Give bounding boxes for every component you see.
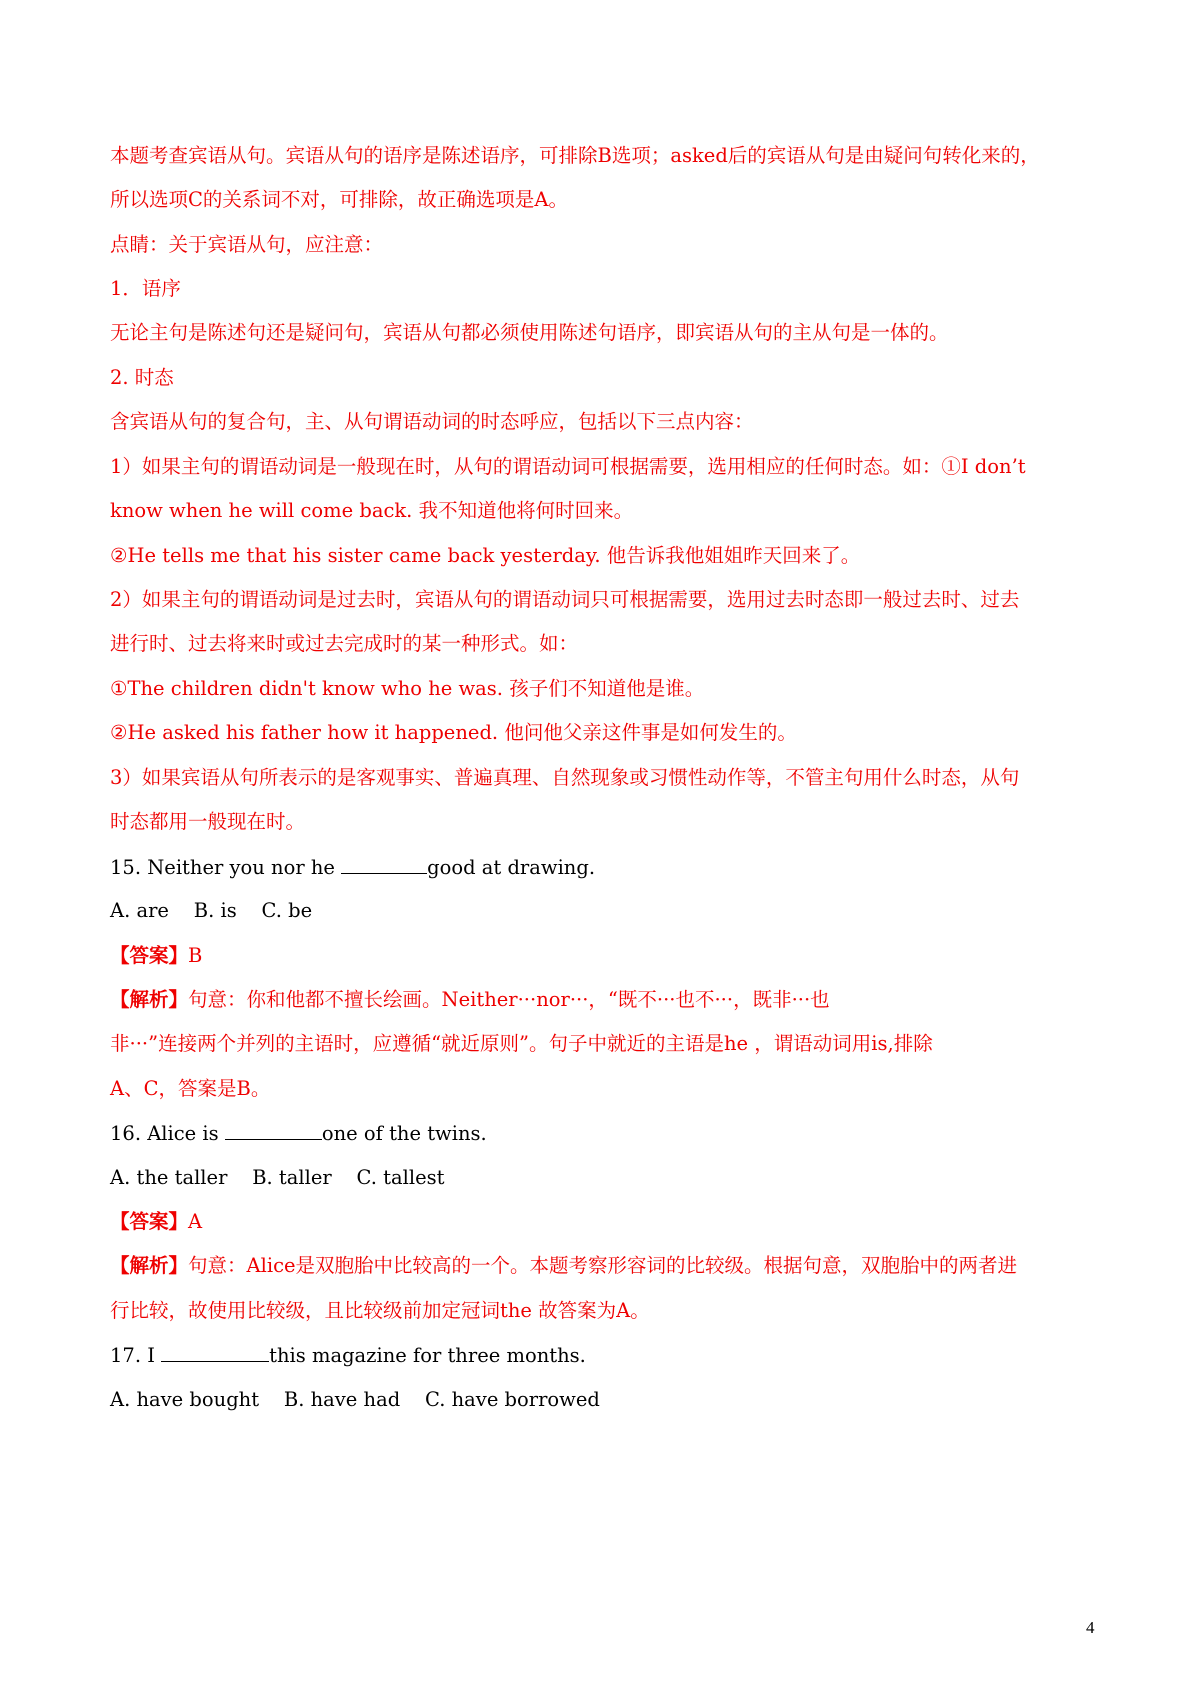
analysis-text: 句意：Alice是双胞胎中比较高的一个。本题考察形容词的比较级。根据句意，双胞胎中的两者进 xyxy=(188,1254,1018,1277)
stem-text: 17. I xyxy=(110,1344,162,1367)
analysis-label: 【解析】 xyxy=(110,1254,189,1277)
answer-blank xyxy=(225,1120,322,1140)
stem-text: 15. Neither you nor he xyxy=(110,856,342,879)
rule-line: 3）如果宾语从句所表示的是客观事实、普遍真理、自然现象或习惯性动作等，不管主句用什么时态，从句 xyxy=(110,766,1020,789)
point-title: 2. 时态 xyxy=(110,366,174,389)
question-17-options: A. have bought B. have had C. have borrowed xyxy=(110,1388,600,1411)
answer-blank xyxy=(341,854,427,874)
answer-value: B xyxy=(188,944,203,967)
analysis-label: 【解析】 xyxy=(110,988,189,1011)
question-15-answer xyxy=(110,943,1100,969)
rule-line: 1）如果主句的谓语动词是一般现在时，从句的谓语动词可根据需要，选用相应的任何时态。如：①I don’t xyxy=(110,455,1026,478)
analysis-line: 本题考查宾语从句。宾语从句的语序是陈述语序，可排除B选项；asked后的宾语从句是由疑问句转化来的， xyxy=(110,144,1040,167)
note-title: 点睛：关于宾语从句，应注意： xyxy=(110,233,384,256)
analysis-text: 句意：你和他都不擅长绘画。Neither···nor···，“既不···也不···，既非···也 xyxy=(188,988,830,1011)
question-16-options: A. the taller B. taller C. tallest xyxy=(110,1166,445,1189)
question-17-stem xyxy=(110,1342,1100,1369)
question-15-options: A. are B. is C. be xyxy=(110,899,313,922)
stem-text: 16. Alice is xyxy=(110,1122,225,1145)
rule-line: 进行时、过去将来时或过去完成时的某一种形式。如： xyxy=(110,632,579,655)
stem-text: one of the twins. xyxy=(321,1122,487,1145)
rule-line: ①The children didn't know who he was. 孩子们不知道他是谁。 xyxy=(110,677,705,700)
analysis-line: 非···”连接两个并列的主语时，应遵循“就近原则”。句子中就近的主语是he ，谓语动词用is,排除 xyxy=(110,1032,933,1055)
page-number: 4 xyxy=(1086,1618,1095,1637)
question-16-analysis xyxy=(110,1253,1100,1279)
rule-line: ②He asked his father how it happened. 他问他父亲这件事是如何发生的。 xyxy=(110,721,797,744)
analysis-line: 行比较，故使用比较级，且比较级前加定冠词the 故答案为A。 xyxy=(110,1299,650,1322)
stem-text: good at drawing. xyxy=(427,856,596,879)
rule-line: ②He tells me that his sister came back yesterday. 他告诉我他姐姐昨天回来了。 xyxy=(110,544,861,567)
rule-line: know when he will come back. 我不知道他将何时回来。 xyxy=(110,499,634,522)
question-15-stem xyxy=(110,854,1100,881)
point-title: 1．语序 xyxy=(110,277,181,300)
answer-value: A xyxy=(188,1210,203,1233)
question-16-stem xyxy=(110,1120,1100,1147)
answer-blank xyxy=(161,1342,269,1362)
point-text: 含宾语从句的复合句，主、从句谓语动词的时态呼应，包括以下三点内容： xyxy=(110,410,754,433)
analysis-line: A、C，答案是B。 xyxy=(110,1077,271,1100)
answer-label: 【答案】 xyxy=(110,944,189,967)
answer-label: 【答案】 xyxy=(110,1210,189,1233)
rule-line: 时态都用一般现在时。 xyxy=(110,810,306,833)
stem-text: this magazine for three months. xyxy=(269,1344,586,1367)
question-16-answer xyxy=(110,1209,1100,1235)
question-15-analysis xyxy=(110,987,1100,1013)
rule-line: 2）如果主句的谓语动词是过去时，宾语从句的谓语动词只可根据需要，选用过去时态即一般过去时、过去 xyxy=(110,588,1020,611)
point-text: 无论主句是陈述句还是疑问句，宾语从句都必须使用陈述句语序，即宾语从句的主从句是一体的。 xyxy=(110,321,949,344)
analysis-line: 所以选项C的关系词不对，可排除，故正确选项是A。 xyxy=(110,188,569,211)
